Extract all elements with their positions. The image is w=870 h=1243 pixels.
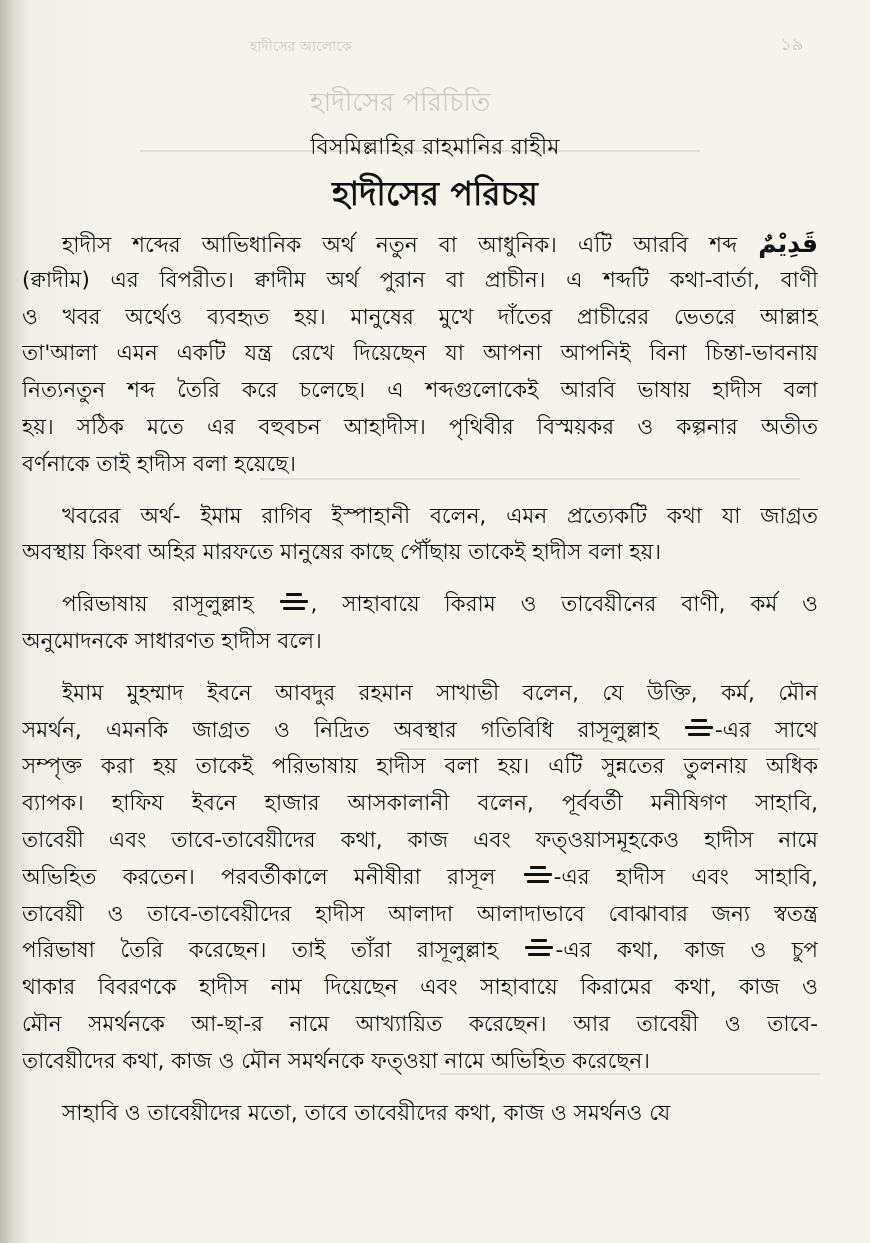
text-run: সম্পৃক্ত করা হয় তাকেই পরিভাষায় হাদীস বলা হয়। এটি সুন্নতের তুলনায় অধিক [22, 754, 818, 780]
text-line [22, 860, 818, 897]
text-run: বর্ণনাকে তাই হাদীস বলা হয়েছে। [22, 451, 296, 477]
text-line [22, 823, 818, 860]
bismillah-heading: বিসমিল্লাহির রাহমানির রাহীম [310, 135, 560, 160]
text-run: অভিহিত করতেন। পরবর্তীকালে মনীষীরা রাসূল [22, 864, 522, 890]
text-line [22, 263, 818, 300]
text-run: খবরের অর্থ- ইমাম রাগিব ইস্পাহানী বলেন, এমন প্রত্যেকটি কথা যা জাগ্রত [62, 503, 818, 529]
text-line [22, 749, 818, 786]
arabic-word: قَدِيْمٌ [758, 229, 818, 258]
text-line [22, 336, 818, 373]
text-line [22, 713, 818, 750]
paragraph [22, 587, 818, 661]
text-run: থাকার বিবরণকে হাদীস নাম দিয়েছেন এবং সাহাবায়ে কিরামের কথা, কাজ ও [22, 975, 818, 1001]
text-line [22, 624, 818, 661]
paragraph [22, 226, 818, 484]
text-run: হাদীস শব্দের আভিধানিক অর্থ নতুন বা আধুনিক। এটি আরবি শব্দ [62, 233, 759, 258]
text-line [22, 447, 818, 484]
text-run: তাবেয়ী ও তাবে-তাবেয়ীদের হাদীস আলাদা আলাদাভাবে বোঝাবার জন্য স্বতন্ত্র [22, 901, 818, 927]
text-line [22, 1096, 818, 1133]
show-through-running-head: হাদীসের আলোকে [250, 39, 352, 55]
paragraph-gap [22, 484, 818, 499]
paragraph-gap [22, 661, 818, 676]
text-run: পরিভাষায় রাসূলুল্লাহ [62, 592, 279, 618]
text-run: নিত্যনতুন শব্দ তৈরি করে চলেছে। এ শব্দগুলোকেই আরবি ভাষায় হাদীস বলা [22, 378, 818, 404]
text-run: সমর্থন, এমনকি জাগ্রত ও নিদ্রিত অবস্থার গতিবিধি রাসূলুল্লাহ [22, 717, 683, 743]
paragraph-gap [22, 1081, 818, 1096]
page-body [22, 226, 818, 1132]
text-run: হয়। সঠিক মতে এর বহুবচন আহাদীস। পৃথিবীর বিস্ময়কর ও কল্পনার অতীত [22, 414, 818, 440]
text-run: তাবেয়ী এবং তাবে-তাবেয়ীদের কথা, কাজ এবং ফত্ওয়াসমূহকেও হাদীস নামে [22, 827, 818, 853]
text-line [22, 373, 818, 410]
show-through-title: হাদীসের পরিচিতি [310, 88, 491, 118]
text-run: -এর সাথে [714, 717, 818, 743]
paragraph [22, 499, 818, 573]
text-run: মৌন সমর্থনকে আ-ছা-র নামে আখ্যায়িত করেছেন। আর তাবেয়ী ও তাবে- [22, 1011, 818, 1037]
text-line [22, 300, 818, 337]
text-run: , সাহাবায়ে কিরাম ও তাবেয়ীনের বাণী, কর্ম ও [310, 592, 818, 618]
text-line [22, 226, 818, 263]
text-run: পরিভাষা তৈরি করেছেন। তাই তাঁরা রাসূলুল্লাহ [22, 938, 524, 964]
text-run: ইমাম মুহম্মাদ ইবনে আবদুর রহমান সাখাভী বলেন, যে উক্তি, কর্ম, মৌন [62, 680, 818, 706]
text-line [22, 535, 818, 572]
text-run: তা'আলা এমন একটি যন্ত্র রেখে দিয়েছেন যা আপনা আপনিই বিনা চিন্তা-ভাবনায় [22, 341, 818, 367]
text-line [22, 499, 818, 536]
paragraph-gap [22, 572, 818, 587]
text-run: সাহাবি ও তাবেয়ীদের মতো, তাবে তাবেয়ীদের কথা, কাজ ও সমর্থনও যে [62, 1100, 671, 1126]
text-run: তাবেয়ীদের কথা, কাজ ও মৌন সমর্থনকে ফত্ওয়া নামে অভিহিত করেছেন। [22, 1048, 650, 1074]
text-run: অনুমোদনকে সাধারণত হাদীস বলে। [22, 628, 322, 654]
text-run: অবস্থায় কিংবা অহির মারফতে মানুষের কাছে পৌঁছায় তাকেই হাদীস বলা হয়। [22, 540, 662, 566]
page-title: হাদীসের পরিচয় [332, 174, 538, 213]
text-line [22, 1044, 818, 1081]
text-line [22, 786, 818, 823]
text-run: (ক্বাদীম) এর বিপরীত। ক্বাদীম অর্থ পুরান বা প্রাচীন। এ শব্দটি কথা-বার্তা, বাণী [22, 267, 818, 293]
paragraph [22, 1096, 818, 1133]
paragraph [22, 676, 818, 1081]
text-line [22, 1007, 818, 1044]
salawat-seal-icon [278, 591, 310, 614]
text-line [22, 410, 818, 447]
salawat-seal-icon [522, 864, 554, 887]
text-line [22, 587, 818, 624]
text-run: -এর কথা, কাজ ও চুপ [555, 938, 818, 964]
salawat-seal-icon [683, 717, 715, 740]
text-line [22, 970, 818, 1007]
text-run: ও খবর অর্থেও ব্যবহৃত হয়। মানুষের মুখে দাঁতের প্রাচীরের ভেতরে আল্লাহ [22, 304, 818, 330]
salawat-seal-icon [523, 937, 555, 960]
text-line [22, 933, 818, 970]
show-through-page-number: ১৯ [780, 34, 804, 55]
text-line [22, 897, 818, 934]
text-run: -এর হাদীস এবং সাহাবি, [553, 864, 818, 890]
text-line [22, 676, 818, 713]
text-run: ব্যাপক। হাফিয ইবনে হাজার আসকালানী বলেন, পূর্ববর্তী মনীষিগণ সাহাবি, [22, 791, 818, 817]
